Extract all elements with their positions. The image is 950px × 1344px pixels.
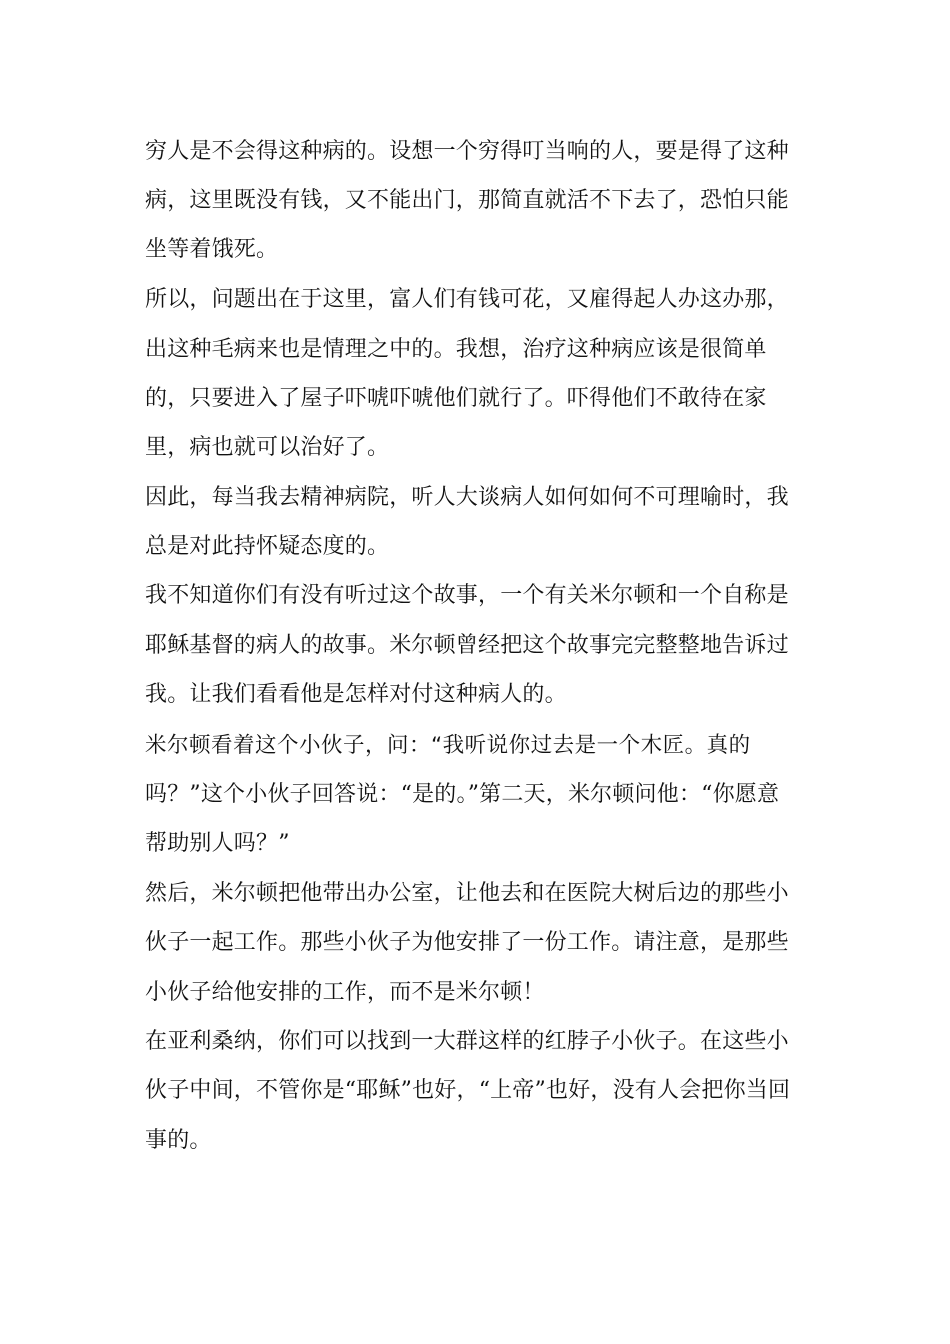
paragraph-6-line-1: 然后，米尔顿把他带出办公室，让他去和在医院大树后边的那些小 <box>145 881 789 906</box>
paragraph-6-line-3: 小伙子给他安排的工作，而不是米尔顿！ <box>145 980 545 1005</box>
paragraph-4-line-1: 我不知道你们有没有听过这个故事，一个有关米尔顿和一个自称是 <box>145 583 789 608</box>
paragraph-7-line-1: 在亚利桑纳，你们可以找到一大群这样的红脖子小伙子。在这些小 <box>145 1029 789 1054</box>
paragraph-6-line-2: 伙子一起工作。那些小伙子为他安排了一份工作。请注意，是那些 <box>145 930 789 955</box>
paragraph-3-line-1: 因此，每当我去精神病院，听人大谈病人如何如何不可理喻时，我 <box>145 485 789 510</box>
paragraph-1-line-1: 穷人是不会得这种病的。设想一个穷得叮当响的人，要是得了这种 <box>145 139 789 164</box>
paragraph-7-line-2: 伙子中间，不管你是“耶稣”也好，“上帝”也好，没有人会把你当回 <box>145 1078 791 1103</box>
paragraph-4-line-3: 我。让我们看看他是怎样对付这种病人的。 <box>145 682 567 707</box>
paragraph-2-line-3: 的，只要进入了屋子吓唬吓唬他们就行了。吓得他们不敢待在家 <box>145 386 767 411</box>
paragraph-2-line-2: 出这种毛病来也是情理之中的。我想，治疗这种病应该是很简单 <box>145 337 767 362</box>
paragraph-2-line-1: 所以，问题出在于这里，富人们有钱可花，又雇得起人办这办那， <box>145 287 789 312</box>
paragraph-5-line-1: 米尔顿看着这个小伙子，问：“我听说你过去是一个木匠。真的 <box>145 733 751 758</box>
paragraph-1-line-3: 坐等着饿死。 <box>145 237 279 262</box>
paragraph-1-line-2: 病，这里既没有钱，又不能出门，那简直就活不下去了，恐怕只能 <box>145 188 789 213</box>
paragraph-7-line-3: 事的。 <box>145 1128 212 1153</box>
paragraph-2-line-4: 里，病也就可以治好了。 <box>145 435 390 460</box>
paragraph-5-line-3: 帮助别人吗？” <box>145 831 290 856</box>
paragraph-5-line-2: 吗？”这个小伙子回答说：“是的。”第二天，米尔顿问他：“你愿意 <box>145 782 780 807</box>
paragraph-4-line-2: 耶稣基督的病人的故事。米尔顿曾经把这个故事完完整整地告诉过 <box>145 633 789 658</box>
paragraph-3-line-2: 总是对此持怀疑态度的。 <box>145 534 390 559</box>
